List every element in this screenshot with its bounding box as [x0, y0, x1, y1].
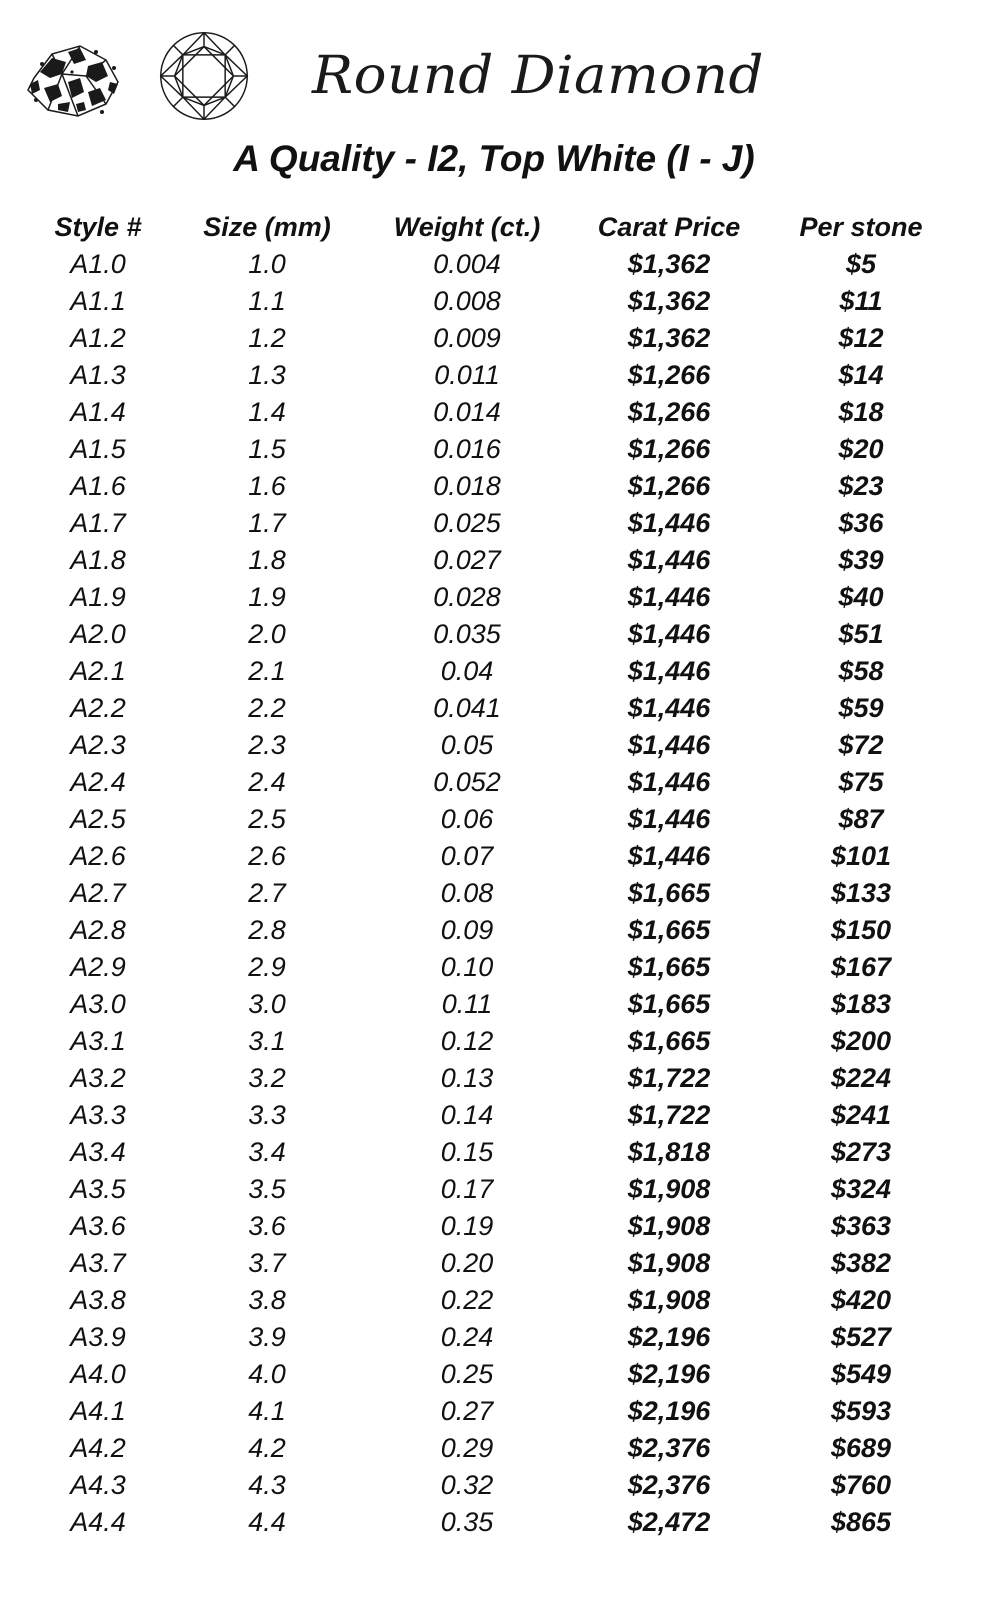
table-row — [40, 1356, 940, 1393]
table-row — [40, 764, 940, 801]
size-cell: 4.1 — [248, 1396, 286, 1426]
weight-cell: 0.09 — [440, 915, 494, 945]
weight-cell: 0.025 — [433, 508, 501, 538]
carat-price-cell: $1,446 — [627, 619, 711, 649]
size-cell: 2.3 — [248, 730, 286, 760]
per-stone-cell: $39 — [838, 545, 884, 575]
table-row — [40, 357, 940, 394]
table-row — [40, 1504, 940, 1541]
table-row — [40, 283, 940, 320]
per-stone-cell: $72 — [838, 730, 884, 760]
per-stone-cell: $241 — [830, 1100, 892, 1130]
per-stone-cell: $40 — [838, 582, 884, 612]
size-cell: 2.2 — [248, 693, 286, 723]
size-cell: 1.3 — [248, 360, 286, 390]
carat-price-cell: $1,665 — [627, 1026, 711, 1056]
carat-price-cell: $1,908 — [627, 1248, 711, 1278]
weight-cell: 0.009 — [433, 323, 501, 353]
carat-price-cell: $2,376 — [627, 1470, 711, 1500]
weight-cell: 0.10 — [440, 952, 494, 982]
style-cell: A1.4 — [70, 397, 126, 427]
style-cell: A2.8 — [70, 915, 126, 945]
size-cell: 2.5 — [248, 804, 286, 834]
weight-cell: 0.11 — [441, 989, 493, 1019]
rough-diamond-icon — [22, 38, 122, 118]
per-stone-cell: $11 — [839, 286, 883, 316]
weight-cell: 0.20 — [440, 1248, 494, 1278]
weight-cell: 0.14 — [440, 1100, 494, 1130]
style-cell: A1.7 — [70, 508, 126, 538]
size-cell: 2.9 — [248, 952, 286, 982]
table-row — [40, 542, 940, 579]
style-cell: A2.0 — [70, 619, 126, 649]
weight-cell: 0.008 — [433, 286, 501, 316]
table-row — [40, 1023, 940, 1060]
table-row — [40, 505, 940, 542]
style-cell: A2.5 — [70, 804, 126, 834]
carat-price-cell: $1,665 — [627, 989, 711, 1019]
table-row — [40, 1319, 940, 1356]
size-cell: 3.4 — [248, 1137, 286, 1167]
size-cell: 1.2 — [248, 323, 286, 353]
carat-price-cell: $1,362 — [627, 286, 711, 316]
column-header-style: Style # — [54, 211, 142, 242]
table-row — [40, 1060, 940, 1097]
per-stone-cell: $36 — [838, 508, 884, 538]
weight-cell: 0.028 — [433, 582, 501, 612]
per-stone-cell: $87 — [838, 804, 884, 834]
column-header-size: Size (mm) — [203, 211, 331, 242]
weight-cell: 0.07 — [440, 841, 494, 871]
weight-cell: 0.35 — [440, 1507, 494, 1537]
column-header-carat-price: Carat Price — [597, 211, 741, 242]
table-row — [40, 838, 940, 875]
carat-price-cell: $1,446 — [627, 693, 711, 723]
per-stone-cell: $183 — [830, 989, 892, 1019]
table-row — [40, 616, 940, 653]
per-stone-cell: $324 — [830, 1174, 892, 1204]
size-cell: 4.3 — [248, 1470, 286, 1500]
style-cell: A3.2 — [70, 1063, 126, 1093]
carat-price-cell: $1,446 — [627, 545, 711, 575]
weight-cell: 0.19 — [440, 1211, 494, 1241]
size-cell: 2.0 — [248, 619, 286, 649]
page-header — [0, 0, 988, 140]
size-cell: 3.1 — [248, 1026, 286, 1056]
size-cell: 2.7 — [248, 878, 286, 908]
size-cell: 1.1 — [248, 286, 286, 316]
style-cell: A2.4 — [70, 767, 126, 797]
table-row — [40, 320, 940, 357]
per-stone-cell: $527 — [830, 1322, 892, 1352]
page-subtitle: A Quality - I2, Top White (I - J) — [233, 138, 755, 179]
table-row — [40, 1097, 940, 1134]
per-stone-cell: $133 — [830, 878, 892, 908]
weight-cell: 0.027 — [433, 545, 501, 575]
style-cell: A4.2 — [70, 1433, 126, 1463]
style-cell: A3.6 — [70, 1211, 126, 1241]
weight-cell: 0.052 — [433, 767, 501, 797]
style-cell: A2.9 — [70, 952, 126, 982]
per-stone-cell: $12 — [838, 323, 884, 353]
style-cell: A3.9 — [70, 1322, 126, 1352]
per-stone-cell: $14 — [838, 360, 884, 390]
weight-cell: 0.04 — [440, 656, 494, 686]
page-title: Round Diamond — [312, 46, 765, 106]
per-stone-cell: $23 — [838, 471, 884, 501]
size-cell: 4.4 — [248, 1507, 286, 1537]
table-row — [40, 1134, 940, 1171]
per-stone-cell: $18 — [838, 397, 884, 427]
per-stone-cell: $224 — [830, 1063, 892, 1093]
carat-price-cell: $1,665 — [627, 952, 711, 982]
column-header-per-stone: Per stone — [799, 211, 923, 242]
size-cell: 2.4 — [248, 767, 286, 797]
style-cell: A2.1 — [70, 656, 126, 686]
weight-cell: 0.12 — [440, 1026, 494, 1056]
style-cell: A4.4 — [70, 1507, 126, 1537]
table-row — [40, 727, 940, 764]
round-brilliant-diamond-icon — [158, 30, 250, 122]
style-cell: A3.8 — [70, 1285, 126, 1315]
style-cell: A1.2 — [70, 323, 126, 353]
style-cell: A2.6 — [70, 841, 126, 871]
per-stone-cell: $59 — [838, 693, 884, 723]
per-stone-cell: $101 — [830, 841, 892, 871]
size-cell: 2.6 — [248, 841, 286, 871]
style-cell: A1.9 — [70, 582, 126, 612]
table-row — [40, 1208, 940, 1245]
table-row — [40, 875, 940, 912]
per-stone-cell: $58 — [838, 656, 884, 686]
style-cell: A3.3 — [70, 1100, 126, 1130]
table-row — [40, 949, 940, 986]
weight-cell: 0.13 — [440, 1063, 494, 1093]
style-cell: A1.8 — [70, 545, 126, 575]
table-row — [40, 468, 940, 505]
size-cell: 4.0 — [248, 1359, 286, 1389]
weight-cell: 0.014 — [433, 397, 501, 427]
weight-cell: 0.018 — [433, 471, 501, 501]
weight-cell: 0.035 — [433, 619, 501, 649]
per-stone-cell: $200 — [830, 1026, 892, 1056]
table-row — [40, 801, 940, 838]
size-cell: 3.8 — [248, 1285, 286, 1315]
per-stone-cell: $382 — [830, 1248, 892, 1278]
per-stone-cell: $20 — [838, 434, 884, 464]
carat-price-cell: $2,196 — [627, 1359, 711, 1389]
carat-price-cell: $1,446 — [627, 656, 711, 686]
carat-price-cell: $1,722 — [627, 1100, 711, 1130]
weight-cell: 0.004 — [433, 249, 501, 279]
weight-cell: 0.15 — [440, 1137, 494, 1167]
carat-price-cell: $1,665 — [627, 878, 711, 908]
carat-price-cell: $1,266 — [627, 471, 711, 501]
per-stone-cell: $420 — [830, 1285, 892, 1315]
carat-price-cell: $2,472 — [627, 1507, 711, 1537]
carat-price-cell: $1,266 — [627, 360, 711, 390]
size-cell: 1.6 — [248, 471, 286, 501]
style-cell: A4.0 — [70, 1359, 126, 1389]
per-stone-cell: $865 — [830, 1507, 892, 1537]
table-row — [40, 1467, 940, 1504]
style-cell: A3.7 — [70, 1248, 126, 1278]
table-row — [40, 690, 940, 727]
carat-price-cell: $1,446 — [627, 767, 711, 797]
table-row — [40, 394, 940, 431]
weight-cell: 0.27 — [440, 1396, 494, 1426]
table-row — [40, 1282, 940, 1319]
style-cell: A1.6 — [70, 471, 126, 501]
per-stone-cell: $5 — [845, 249, 877, 279]
size-cell: 2.8 — [248, 915, 286, 945]
per-stone-cell: $150 — [830, 915, 892, 945]
table-row — [40, 912, 940, 949]
style-cell: A3.1 — [70, 1026, 126, 1056]
style-cell: A2.3 — [70, 730, 126, 760]
style-cell: A2.2 — [70, 693, 126, 723]
size-cell: 1.0 — [248, 249, 286, 279]
size-cell: 3.9 — [248, 1322, 286, 1352]
style-cell: A3.5 — [70, 1174, 126, 1204]
weight-cell: 0.05 — [440, 730, 494, 760]
per-stone-cell: $51 — [838, 619, 884, 649]
carat-price-cell: $1,446 — [627, 582, 711, 612]
table-row — [40, 431, 940, 468]
style-cell: A2.7 — [70, 878, 126, 908]
weight-cell: 0.25 — [440, 1359, 494, 1389]
carat-price-cell: $1,266 — [627, 434, 711, 464]
weight-cell: 0.32 — [440, 1470, 494, 1500]
carat-price-cell: $1,722 — [627, 1063, 711, 1093]
weight-cell: 0.22 — [440, 1285, 494, 1315]
carat-price-cell: $1,665 — [627, 915, 711, 945]
weight-cell: 0.17 — [440, 1174, 494, 1204]
per-stone-cell: $593 — [830, 1396, 892, 1426]
table-row — [40, 1393, 940, 1430]
size-cell: 3.3 — [248, 1100, 286, 1130]
size-cell: 4.2 — [248, 1433, 286, 1463]
weight-cell: 0.016 — [433, 434, 501, 464]
table-row — [40, 986, 940, 1023]
style-cell: A4.3 — [70, 1470, 126, 1500]
table-row — [40, 1245, 940, 1282]
weight-cell: 0.06 — [440, 804, 494, 834]
size-cell: 3.0 — [248, 989, 286, 1019]
carat-price-cell: $1,446 — [627, 730, 711, 760]
carat-price-cell: $1,446 — [627, 804, 711, 834]
weight-cell: 0.041 — [433, 693, 501, 723]
style-cell: A1.1 — [70, 286, 126, 316]
per-stone-cell: $689 — [830, 1433, 892, 1463]
carat-price-cell: $1,908 — [627, 1174, 711, 1204]
carat-price-cell: $2,376 — [627, 1433, 711, 1463]
size-cell: 3.2 — [248, 1063, 286, 1093]
table-row — [40, 246, 940, 283]
carat-price-cell: $2,196 — [627, 1396, 711, 1426]
per-stone-cell: $167 — [830, 952, 892, 982]
carat-price-cell: $1,446 — [627, 508, 711, 538]
carat-price-cell: $1,446 — [627, 841, 711, 871]
carat-price-cell: $1,908 — [627, 1211, 711, 1241]
per-stone-cell: $273 — [830, 1137, 892, 1167]
price-table — [40, 208, 940, 1541]
weight-cell: 0.08 — [440, 878, 494, 908]
per-stone-cell: $75 — [838, 767, 884, 797]
carat-price-cell: $1,818 — [627, 1137, 711, 1167]
per-stone-cell: $363 — [830, 1211, 892, 1241]
style-cell: A1.3 — [70, 360, 126, 390]
table-row — [40, 1171, 940, 1208]
table-header-row — [40, 208, 940, 246]
style-cell: A1.0 — [70, 249, 126, 279]
column-header-weight: Weight (ct.) — [393, 211, 541, 242]
size-cell: 1.8 — [248, 545, 286, 575]
size-cell: 2.1 — [248, 656, 286, 686]
per-stone-cell: $549 — [830, 1359, 892, 1389]
size-cell: 3.6 — [248, 1211, 286, 1241]
table-row — [40, 579, 940, 616]
size-cell: 3.5 — [248, 1174, 286, 1204]
table-row — [40, 653, 940, 690]
per-stone-cell: $760 — [830, 1470, 892, 1500]
size-cell: 1.5 — [248, 434, 286, 464]
carat-price-cell: $2,196 — [627, 1322, 711, 1352]
style-cell: A3.4 — [70, 1137, 126, 1167]
table-row — [40, 1430, 940, 1467]
weight-cell: 0.011 — [434, 360, 500, 390]
size-cell: 1.4 — [248, 397, 286, 427]
style-cell: A4.1 — [70, 1396, 126, 1426]
weight-cell: 0.24 — [440, 1322, 494, 1352]
carat-price-cell: $1,362 — [627, 249, 711, 279]
size-cell: 1.9 — [248, 582, 286, 612]
carat-price-cell: $1,266 — [627, 397, 711, 427]
weight-cell: 0.29 — [440, 1433, 494, 1463]
size-cell: 3.7 — [248, 1248, 286, 1278]
size-cell: 1.7 — [248, 508, 286, 538]
style-cell: A1.5 — [70, 434, 126, 464]
carat-price-cell: $1,908 — [627, 1285, 711, 1315]
price-table-body — [40, 246, 940, 1541]
style-cell: A3.0 — [70, 989, 126, 1019]
carat-price-cell: $1,362 — [627, 323, 711, 353]
